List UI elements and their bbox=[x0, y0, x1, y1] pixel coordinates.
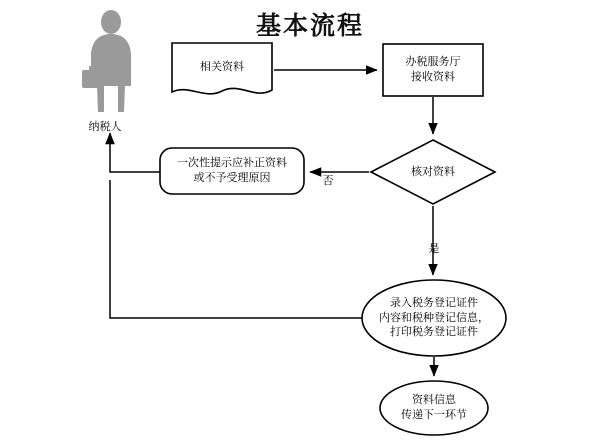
documents-shape bbox=[172, 43, 272, 94]
edge-label-no: 否 bbox=[322, 174, 334, 187]
taxpayer-label: 纳税人 bbox=[88, 120, 122, 133]
node-label-documents: 相关资料 bbox=[200, 59, 244, 73]
record-shape bbox=[362, 280, 506, 356]
diagram-title: 基本流程 bbox=[255, 11, 364, 40]
node-label-tax-hall: 办税服务厅 接收资料 bbox=[405, 55, 461, 83]
node-label-record: 录入税务登记证件 内容和税种登记信息， 打印税务登记证件 bbox=[379, 295, 489, 339]
edge-reject-to-taxpayer bbox=[110, 133, 160, 172]
check-decision-shape bbox=[371, 140, 495, 204]
reject-shape bbox=[160, 148, 304, 194]
tax-hall-shape bbox=[383, 44, 483, 96]
node-label-deliver: 资料信息 传递下一环节 bbox=[401, 393, 467, 421]
edge-record-to-taxpayer bbox=[110, 180, 362, 318]
deliver-shape bbox=[380, 381, 488, 435]
edge-label-yes: 是 bbox=[428, 242, 440, 255]
node-label-check: 核对资料 bbox=[411, 164, 455, 178]
node-label-reject: 一次性提示应补正资料 或不予受理原因 bbox=[177, 156, 287, 184]
taxpayer-figure bbox=[82, 10, 131, 112]
